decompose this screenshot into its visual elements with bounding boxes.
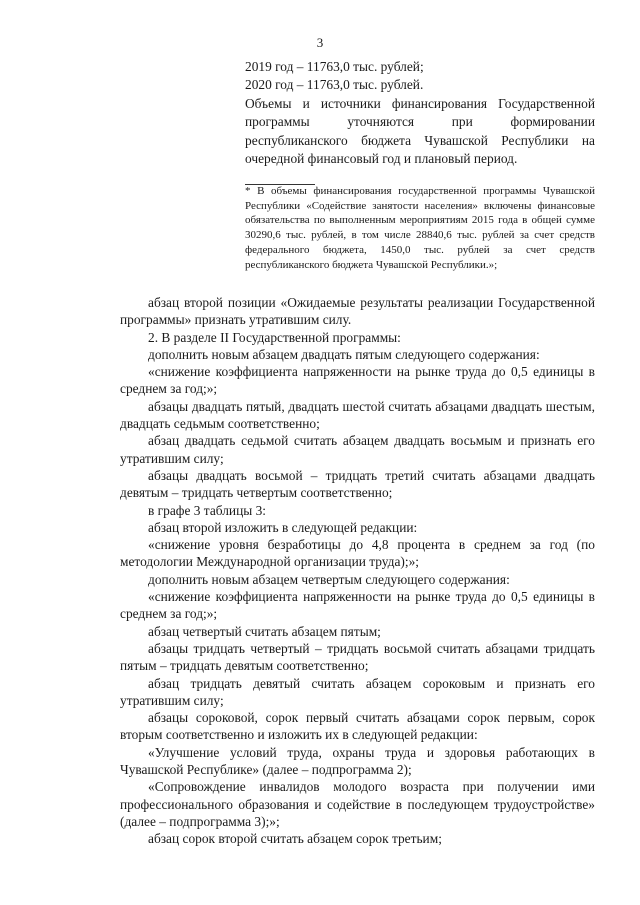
body-paragraph: дополнить новым абзацем четвертым следующего содержания: (148, 571, 510, 587)
body-text (120, 294, 595, 848)
funding-line-2020: 2020 год – 11763,0 тыс. рублей. (245, 77, 424, 93)
funding-note-paragraph: Объемы и источники финансирования Государственной программы уточняются при формировании республиканского бюджета Чувашской Республики на очередной финансовый год и плановый период. (245, 95, 595, 167)
body-paragraph: абзац тридцать девятый считать абзацем сороковым и признать его утратившим силу; (120, 675, 595, 708)
body-paragraph: «снижение коэффициента напряженности на рынке труда до 0,5 единицы в среднем за год;»; (120, 364, 595, 397)
funding-line-2019: 2019 год – 11763,0 тыс. рублей; (245, 59, 424, 74)
body-paragraph: абзац сорок второй считать абзацем сорок третьим; (148, 831, 442, 847)
body-paragraph: «снижение коэффициента напряженности на рынке труда до 0,5 единицы в среднем за год;»; (120, 589, 595, 622)
body-paragraph: абзацы сороковой, сорок первый считать абзацами сорок первым, сорок вторым соответственно и изложить их в следующей редакции: (120, 710, 595, 743)
body-paragraph: абзац второй позиции «Ожидаемые результаты реализации Государственной программы» признать утратившим силу. (120, 295, 595, 328)
body-paragraph: 2. В разделе II Государственной программы: (148, 329, 401, 345)
body-paragraph: «Улучшение условий труда, охраны труда и здоровья работающих в Чувашской Республике» (далее – подпрограмма 2); (120, 744, 595, 778)
body-paragraph: абзац четвертый считать абзацем пятым; (148, 623, 381, 639)
body-paragraph: в графе 3 таблицы 3: (148, 502, 267, 518)
page-number: 3 (316, 35, 324, 50)
body-paragraph: абзац двадцать седьмой считать абзацем двадцать восьмым и признать его утратившим силу; (120, 433, 595, 466)
body-paragraph: «Сопровождение инвалидов молодого возраста при получении ими профессионального образования и содействие в последующем трудоустройстве» (далее – подпрограмма 3);»; (120, 779, 595, 829)
footnote (245, 184, 595, 272)
body-paragraph: абзацы двадцать пятый, двадцать шестой считать абзацами двадцать шестым, двадцать седьмым соответственно; (120, 398, 595, 432)
funding-block (245, 58, 595, 168)
body-paragraph: дополнить новым абзацем двадцать пятым следующего содержания: (148, 346, 540, 362)
body-paragraph: «снижение уровня безработицы до 4,8 процента в среднем за год (по методологии Международной организации труда);»; (120, 537, 595, 570)
body-paragraph: абзацы двадцать восьмой – тридцать третий считать абзацами двадцать девятым – тридцать четвертым соответственно; (120, 467, 595, 501)
body-paragraph: абзацы тридцать четвертый – тридцать восьмой считать абзацами тридцать пятым – тридцать девятым соответственно; (120, 640, 595, 674)
footnote-text: * В объемы финансирования государственной программы Чувашской Республики «Содействие занятости населения» включены финансовые обязательства по выполненным мероприятиям 2015 года в общей сумме 30290,6 тыс. рублей, в том числе 28840,6 тыс. рублей за счет средств федерального бюджета, 1450,0 тыс. рублей за счет средств республиканского бюджета Чувашской Республики.»; (245, 185, 595, 271)
body-paragraph: абзац второй изложить в следующей редакции: (148, 519, 418, 535)
